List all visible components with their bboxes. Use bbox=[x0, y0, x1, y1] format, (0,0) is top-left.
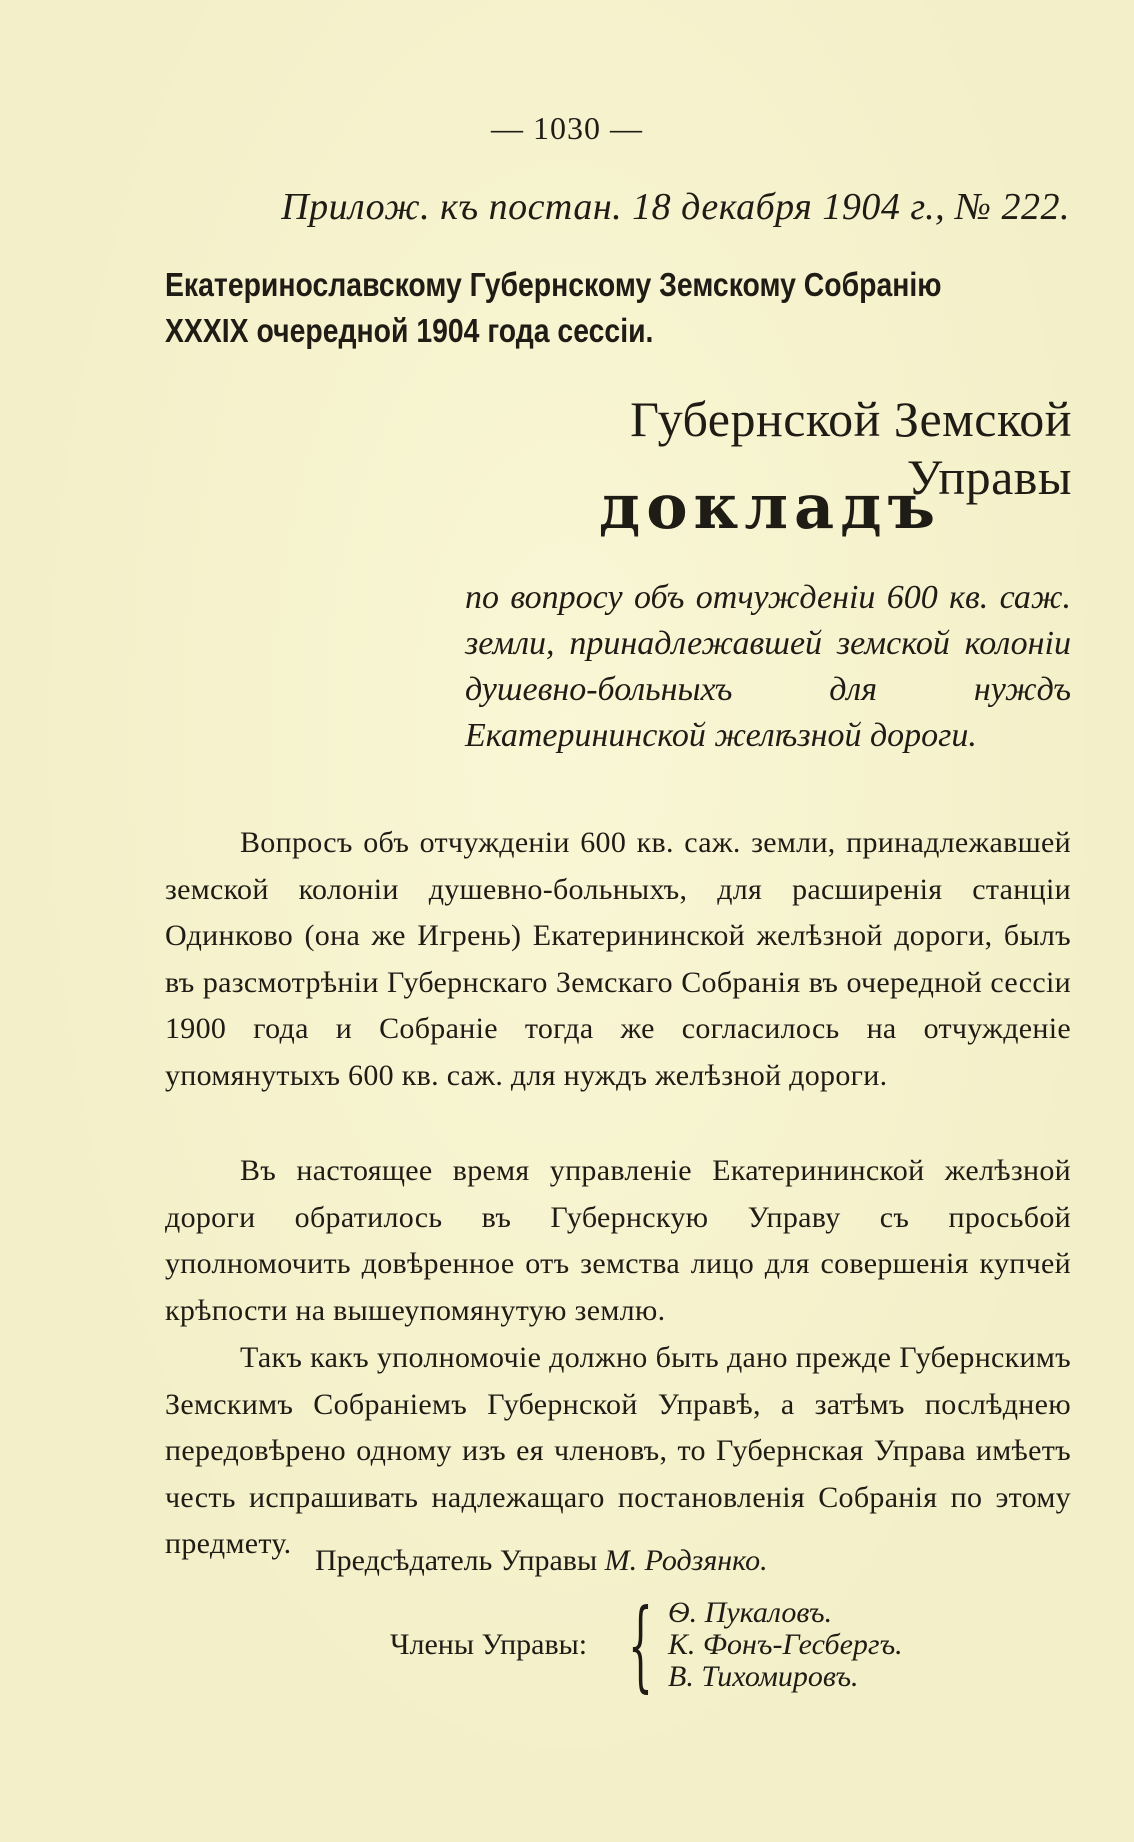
body-paragraph-3: Такъ какъ уполномочіе должно быть дано прежде Губернскимъ Земскимъ Собраніемъ Губернской Управѣ, а затѣмъ послѣднею передовѣрено одному изъ ея членовъ, то Губернская Управа имѣетъ честь испрашивать надлежащаго постановленія Собранія по этому предмету. bbox=[165, 1341, 1071, 1560]
chairman-label: Предсѣдатель Управы bbox=[315, 1544, 598, 1577]
chairman-name: М. Родзянко. bbox=[604, 1544, 768, 1577]
addressee-heading bbox=[165, 262, 1071, 354]
board-title: Губернской Земской Управы bbox=[630, 391, 1072, 505]
member-name: В. Тихомировъ. bbox=[668, 1660, 859, 1693]
chairman-signature-line bbox=[315, 1544, 768, 1578]
member-name: Ѳ. Пукаловъ. bbox=[668, 1596, 833, 1629]
addressee-line-1: Екатеринославскому Губернскому Земскому Собранію bbox=[165, 266, 942, 303]
curly-brace-icon: { bbox=[628, 1589, 653, 1703]
document-type-title: докладъ bbox=[598, 470, 942, 543]
body-paragraph-1: Вопросъ объ отчужденіи 600 кв. саж. земли, принадлежавшей земской колоніи душевно-больныхъ, для расширенія станціи Одинково (она же Игрень) Екатерининской желѣзной дороги, былъ въ разсмотрѣніи Губернскаго Земскаго Собранія въ очередной сессіи 1900 года и Собраніе тогда же согласилось на отчужденіе упомянутыхъ 600 кв. саж. для нуждъ желѣзной дороги. bbox=[165, 826, 1071, 1092]
addressee-line-2: XXXIX очередной 1904 года сессіи. bbox=[165, 312, 654, 349]
page-number: — 1030 — bbox=[491, 110, 643, 146]
report-subject: по вопросу объ отчужденіи 600 кв. саж. земли, принадлежавшей земской колоніи душевно-больныхъ для нуждъ Екатерининской желѣзной дороги. bbox=[465, 579, 1071, 754]
members-list bbox=[668, 1597, 903, 1693]
attachment-reference: Прилож. къ постан. 18 декабря 1904 г., № 222. bbox=[281, 186, 1070, 228]
members-label: Члены Управы: bbox=[390, 1628, 588, 1661]
member-name: К. Фонъ-Гесбергъ. bbox=[668, 1628, 903, 1661]
body-paragraph-2: Въ настоящее время управленіе Екатерининской желѣзной дороги обратилось въ Губернскую Управу съ просьбой уполномочить довѣренное отъ земства лицо для совершенія купчей крѣпости на вышеупомянутую землю. bbox=[165, 1154, 1071, 1327]
